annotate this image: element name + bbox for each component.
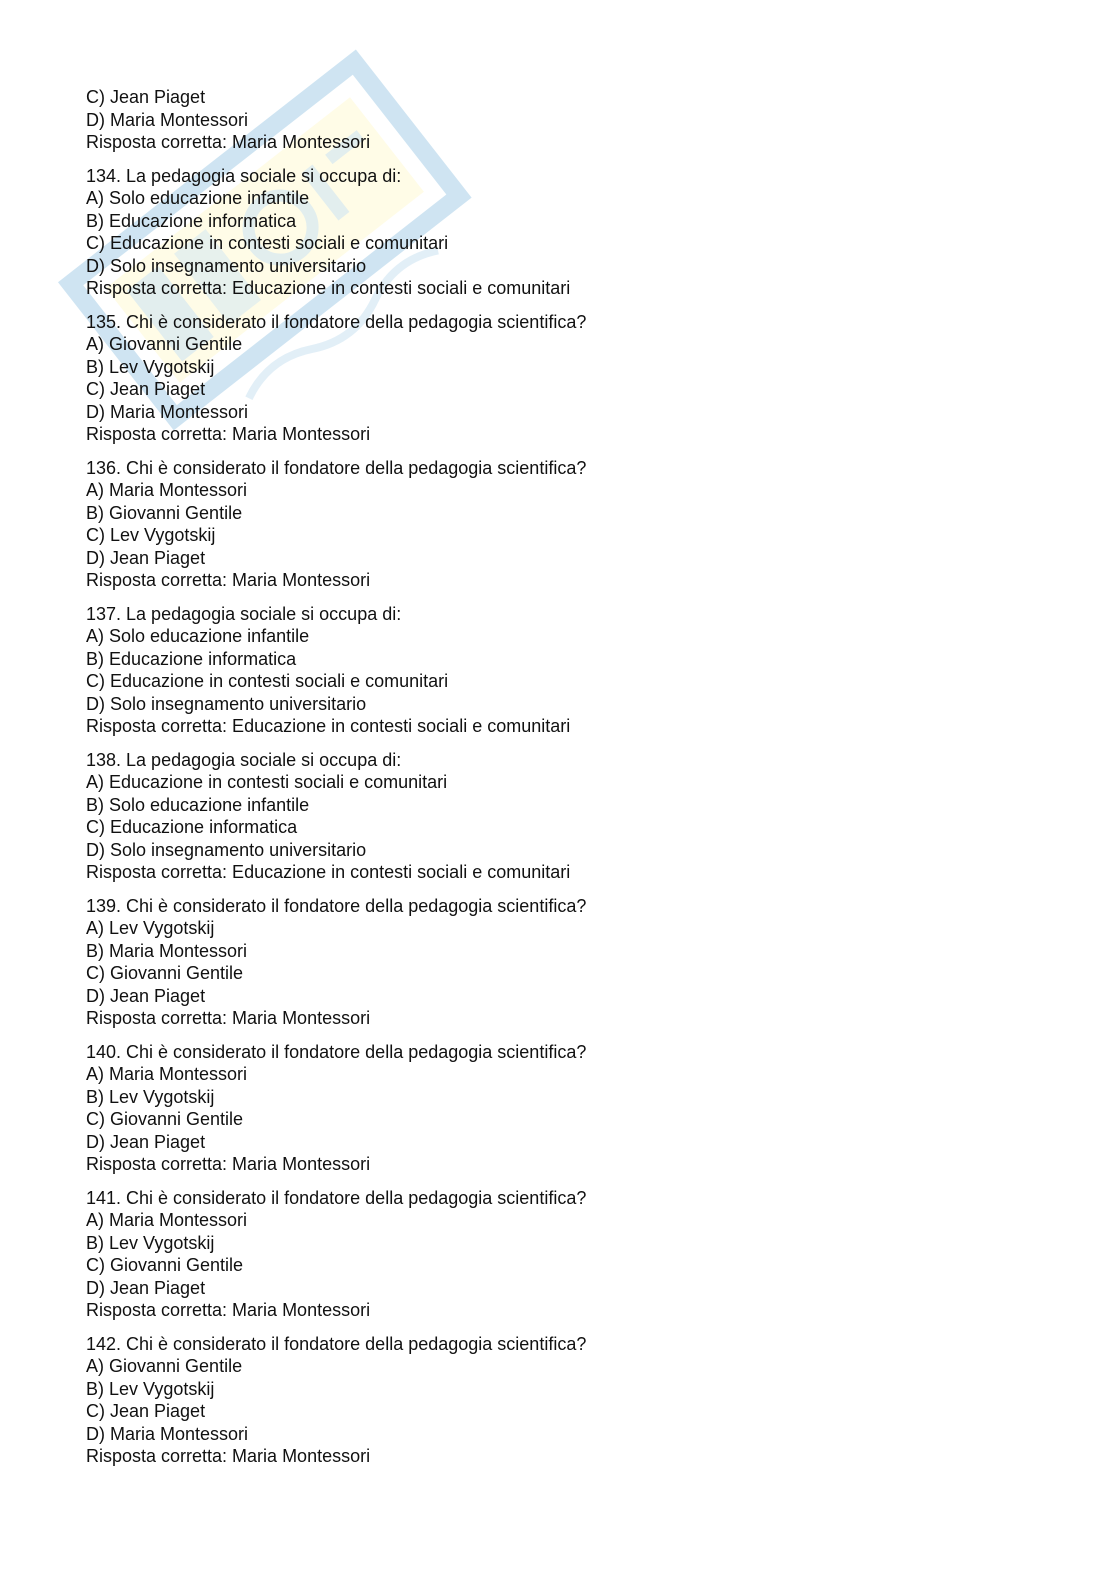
question-block [86, 311, 1066, 446]
question-block [86, 457, 1066, 592]
option-line: B) Lev Vygotskij [86, 1086, 215, 1107]
correct-answer: Risposta corretta: Educazione in contesti sociali e comunitari [86, 716, 571, 736]
correct-answer: Risposta corretta: Maria Montessori [86, 1154, 371, 1174]
option-line: A) Giovanni Gentile [86, 1356, 243, 1376]
option-line: D) Maria Montessori [86, 1423, 249, 1444]
option-line: D) Jean Piaget [86, 985, 206, 1006]
question-block [86, 603, 1066, 738]
option-line: C) Giovanni Gentile [86, 1109, 244, 1129]
question-text: 134. La pedagogia sociale si occupa di: [86, 165, 402, 186]
option-line: A) Lev Vygotskij [86, 918, 215, 938]
option-line: A) Maria Montessori [86, 480, 248, 500]
option-line: D) Jean Piaget [86, 547, 206, 568]
option-line: B) Lev Vygotskij [86, 356, 215, 377]
option-line: C) Giovanni Gentile [86, 1255, 244, 1275]
option-line: D) Solo insegnamento universitario [86, 839, 367, 860]
correct-answer: Risposta corretta: Maria Montessori [86, 132, 371, 152]
question-text: 140. Chi è considerato il fondatore della pedagogia scientifica? [86, 1041, 587, 1062]
question-block [86, 1041, 1066, 1176]
option-line: A) Solo educazione infantile [86, 188, 310, 208]
option-line: C) Jean Piaget [86, 1401, 206, 1421]
correct-answer: Risposta corretta: Maria Montessori [86, 1446, 371, 1466]
option-line: B) Lev Vygotskij [86, 1232, 215, 1253]
option-line: A) Solo educazione infantile [86, 626, 310, 646]
option-line: D) Solo insegnamento universitario [86, 255, 367, 276]
option-line: C) Educazione informatica [86, 817, 298, 837]
option-line: A) Maria Montessori [86, 1210, 248, 1230]
option-line: D) Maria Montessori [86, 401, 249, 422]
option-line: D) Solo insegnamento universitario [86, 693, 367, 714]
question-block [86, 895, 1066, 1030]
option-line: D) Maria Montessori [86, 109, 249, 130]
option-line: D) Jean Piaget [86, 1277, 206, 1298]
question-text: 139. Chi è considerato il fondatore della pedagogia scientifica? [86, 895, 587, 916]
option-line: A) Educazione in contesti sociali e comunitari [86, 772, 448, 792]
option-line: B) Maria Montessori [86, 940, 248, 961]
correct-answer: Risposta corretta: Maria Montessori [86, 1008, 371, 1028]
option-line: C) Lev Vygotskij [86, 525, 216, 545]
question-text: 136. Chi è considerato il fondatore della pedagogia scientifica? [86, 457, 587, 478]
question-block [86, 749, 1066, 884]
option-line: C) Jean Piaget [86, 379, 206, 399]
option-line: A) Maria Montessori [86, 1064, 248, 1084]
correct-answer: Risposta corretta: Maria Montessori [86, 1300, 371, 1320]
option-line: C) Educazione in contesti sociali e comunitari [86, 671, 449, 691]
option-line: B) Giovanni Gentile [86, 502, 243, 523]
question-text: 142. Chi è considerato il fondatore della pedagogia scientifica? [86, 1333, 587, 1354]
correct-answer: Risposta corretta: Maria Montessori [86, 424, 371, 444]
lead-block [86, 86, 1066, 154]
option-line: C) Jean Piaget [86, 87, 206, 107]
option-line: B) Solo educazione infantile [86, 794, 310, 815]
document-body [86, 86, 1066, 1479]
option-line: C) Educazione in contesti sociali e comunitari [86, 233, 449, 253]
correct-answer: Risposta corretta: Maria Montessori [86, 570, 371, 590]
option-line: B) Educazione informatica [86, 648, 297, 669]
question-text: 138. La pedagogia sociale si occupa di: [86, 749, 402, 770]
question-list [86, 165, 1066, 1468]
question-block [86, 1187, 1066, 1322]
correct-answer: Risposta corretta: Educazione in contesti sociali e comunitari [86, 278, 571, 298]
option-line: A) Giovanni Gentile [86, 334, 243, 354]
question-text: 141. Chi è considerato il fondatore della pedagogia scientifica? [86, 1187, 587, 1208]
question-text: 135. Chi è considerato il fondatore della pedagogia scientifica? [86, 311, 587, 332]
question-block [86, 165, 1066, 300]
option-line: D) Jean Piaget [86, 1131, 206, 1152]
option-line: C) Giovanni Gentile [86, 963, 244, 983]
question-block [86, 1333, 1066, 1468]
option-line: B) Educazione informatica [86, 210, 297, 231]
question-text: 137. La pedagogia sociale si occupa di: [86, 603, 402, 624]
option-line: B) Lev Vygotskij [86, 1378, 215, 1399]
correct-answer: Risposta corretta: Educazione in contesti sociali e comunitari [86, 862, 571, 882]
